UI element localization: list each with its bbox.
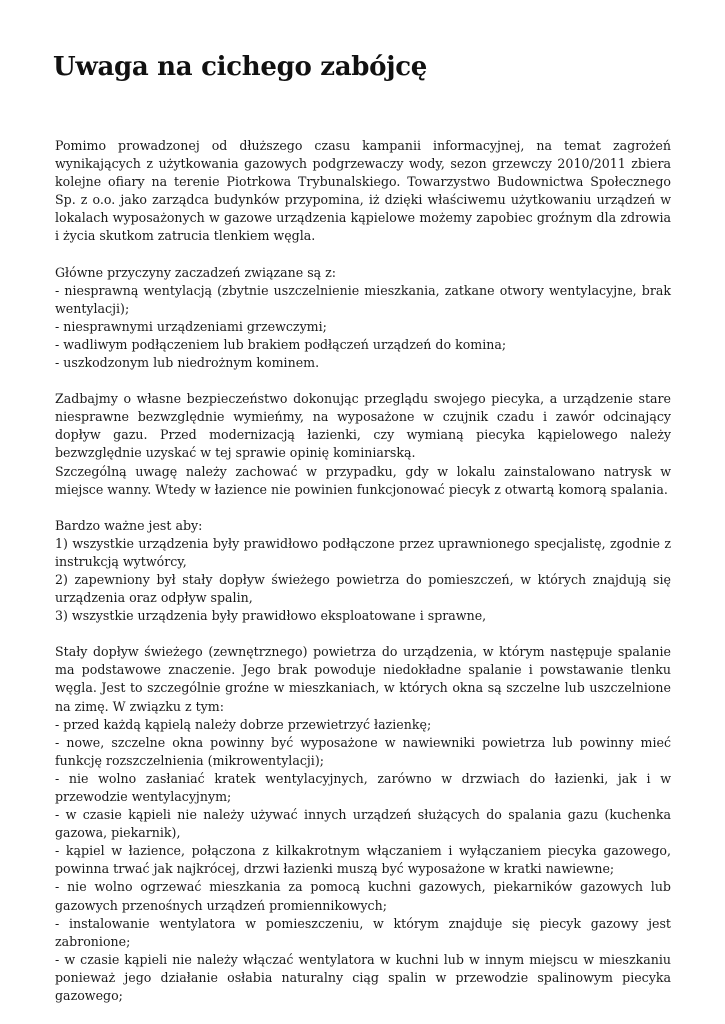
causes-item: - wadliwym podłączeniem lub brakiem podłączeń urządzeń do komina; xyxy=(55,336,507,352)
page-title: Uwaga na cichego zabójcę xyxy=(53,52,428,82)
causes-heading: Główne przyczyny zaczadzeń związane są z: xyxy=(55,264,337,280)
airflow-item: - instalowanie wentylatora w pomieszczeniu, w którym znajduje się piecyk gazowy jest zabronione; xyxy=(55,915,671,949)
important-item: 1) wszystkie urządzenia były prawidłowo podłączone przez uprawnionego specjalistę, zgodnie z instrukcją wytwórcy, xyxy=(55,535,671,569)
airflow-item: - w czasie kąpieli nie należy włączać wentylatora w kuchni lub w innym miejscu w mieszkaniu ponieważ jego działanie osłabia naturalny ciąg spalin w przewodzie spalinowym piecyka gazowego; xyxy=(55,951,671,1004)
causes-item: - niesprawną wentylacją (zbytnie uszczelnienie mieszkania, zatkane otwory wentylacyjne, brak wentylacji); xyxy=(55,282,671,316)
airflow-item: - nowe, szczelne okna powinny być wyposażone w nawiewniki powietrza lub powinny mieć funkcję rozszczelnienia (mikrowentylacji); xyxy=(55,734,671,768)
airflow-item: - kąpiel w łazience, połączona z kilkakrotnym włączaniem i wyłączaniem piecyka gazowego, powinna trwać jak najkrócej, drzwi łazienki muszą być wyposażone w kratki nawiewne; xyxy=(55,843,671,877)
safety-paragraph: Zadbajmy o własne bezpieczeństwo dokonując przeglądu swojego piecyka, a urządzenie stare niesprawne bezwzględnie wymieńmy, na wyposażone w czujnik czadu i zawór odcinający dopływ gazu. Przed modernizacją łazienki, czy wymianą piecyka kąpielowego należy bezwzględnie uzyskać w tej sprawie opinię kominiarską. xyxy=(55,391,671,461)
important-heading: Bardzo ważne jest aby: xyxy=(55,517,203,533)
important-item: 3) wszystkie urządzenia były prawidłowo eksploatowane i sprawne, xyxy=(55,608,487,624)
article-body xyxy=(55,137,671,1005)
airflow-paragraph: Stały dopływ świeżego (zewnętrznego) powietrza do urządzenia, w którym następuje spalanie ma podstawowe znaczenie. Jego brak powoduje niedokładne spalanie i powstawanie tlenku węgla. Jest to szczególnie groźne w mieszkaniach, w których okna są szczelne lub uszczelnione na zimę. W związku z tym: xyxy=(55,644,671,714)
safety-paragraph: Szczególną uwagę należy zachować w przypadku, gdy w lokalu zainstalowano natrysk w miejsce wanny. Wtedy w łazience nie powinien funkcjonować piecyk z otwartą komorą spalania. xyxy=(55,463,671,497)
airflow-item: - w czasie kąpieli nie należy używać innych urządzeń służących do spalania gazu (kuchenka gazowa, piekarnik), xyxy=(55,807,671,841)
airflow-item: - nie wolno ogrzewać mieszkania za pomocą kuchni gazowych, piekarników gazowych lub gazowych przenośnych urządzeń promiennikowych; xyxy=(55,879,671,913)
causes-item: - uszkodzonym lub niedrożnym kominem. xyxy=(55,355,320,371)
intro-paragraph: Pomimo prowadzonej od dłuższego czasu kampanii informacyjnej, na temat zagrożeń wynikających z użytkowania gazowych podgrzewaczy wody, sezon grzewczy 2010/2011 zbiera kolejne ofiary na terenie Piotrkowa Trybunalskiego. Towarzystwo Budownictwa Społecznego Sp. z o.o. jako zarządca budynków przypomina, iż dzięki właściwemu użytkowaniu urządzeń w lokalach wyposażonych w gazowe urządzenia kąpielowe możemy zapobiec groźnym dla zdrowia i życia skutkom zatrucia tlenkiem węgla. xyxy=(55,138,671,244)
important-item: 2) zapewniony był stały dopływ świeżego powietrza do pomieszczeń, w których znajdują się urządzenia oraz odpływ spalin, xyxy=(55,571,671,606)
airflow-item: - nie wolno zasłaniać kratek wentylacyjnych, zarówno w drzwiach do łazienki, jak i w przewodzie wentylacyjnym; xyxy=(55,770,671,804)
causes-item: - niesprawnymi urządzeniami grzewczymi; xyxy=(55,318,327,334)
airflow-item: - przed każdą kąpielą należy dobrze przewietrzyć łazienkę; xyxy=(55,716,432,732)
